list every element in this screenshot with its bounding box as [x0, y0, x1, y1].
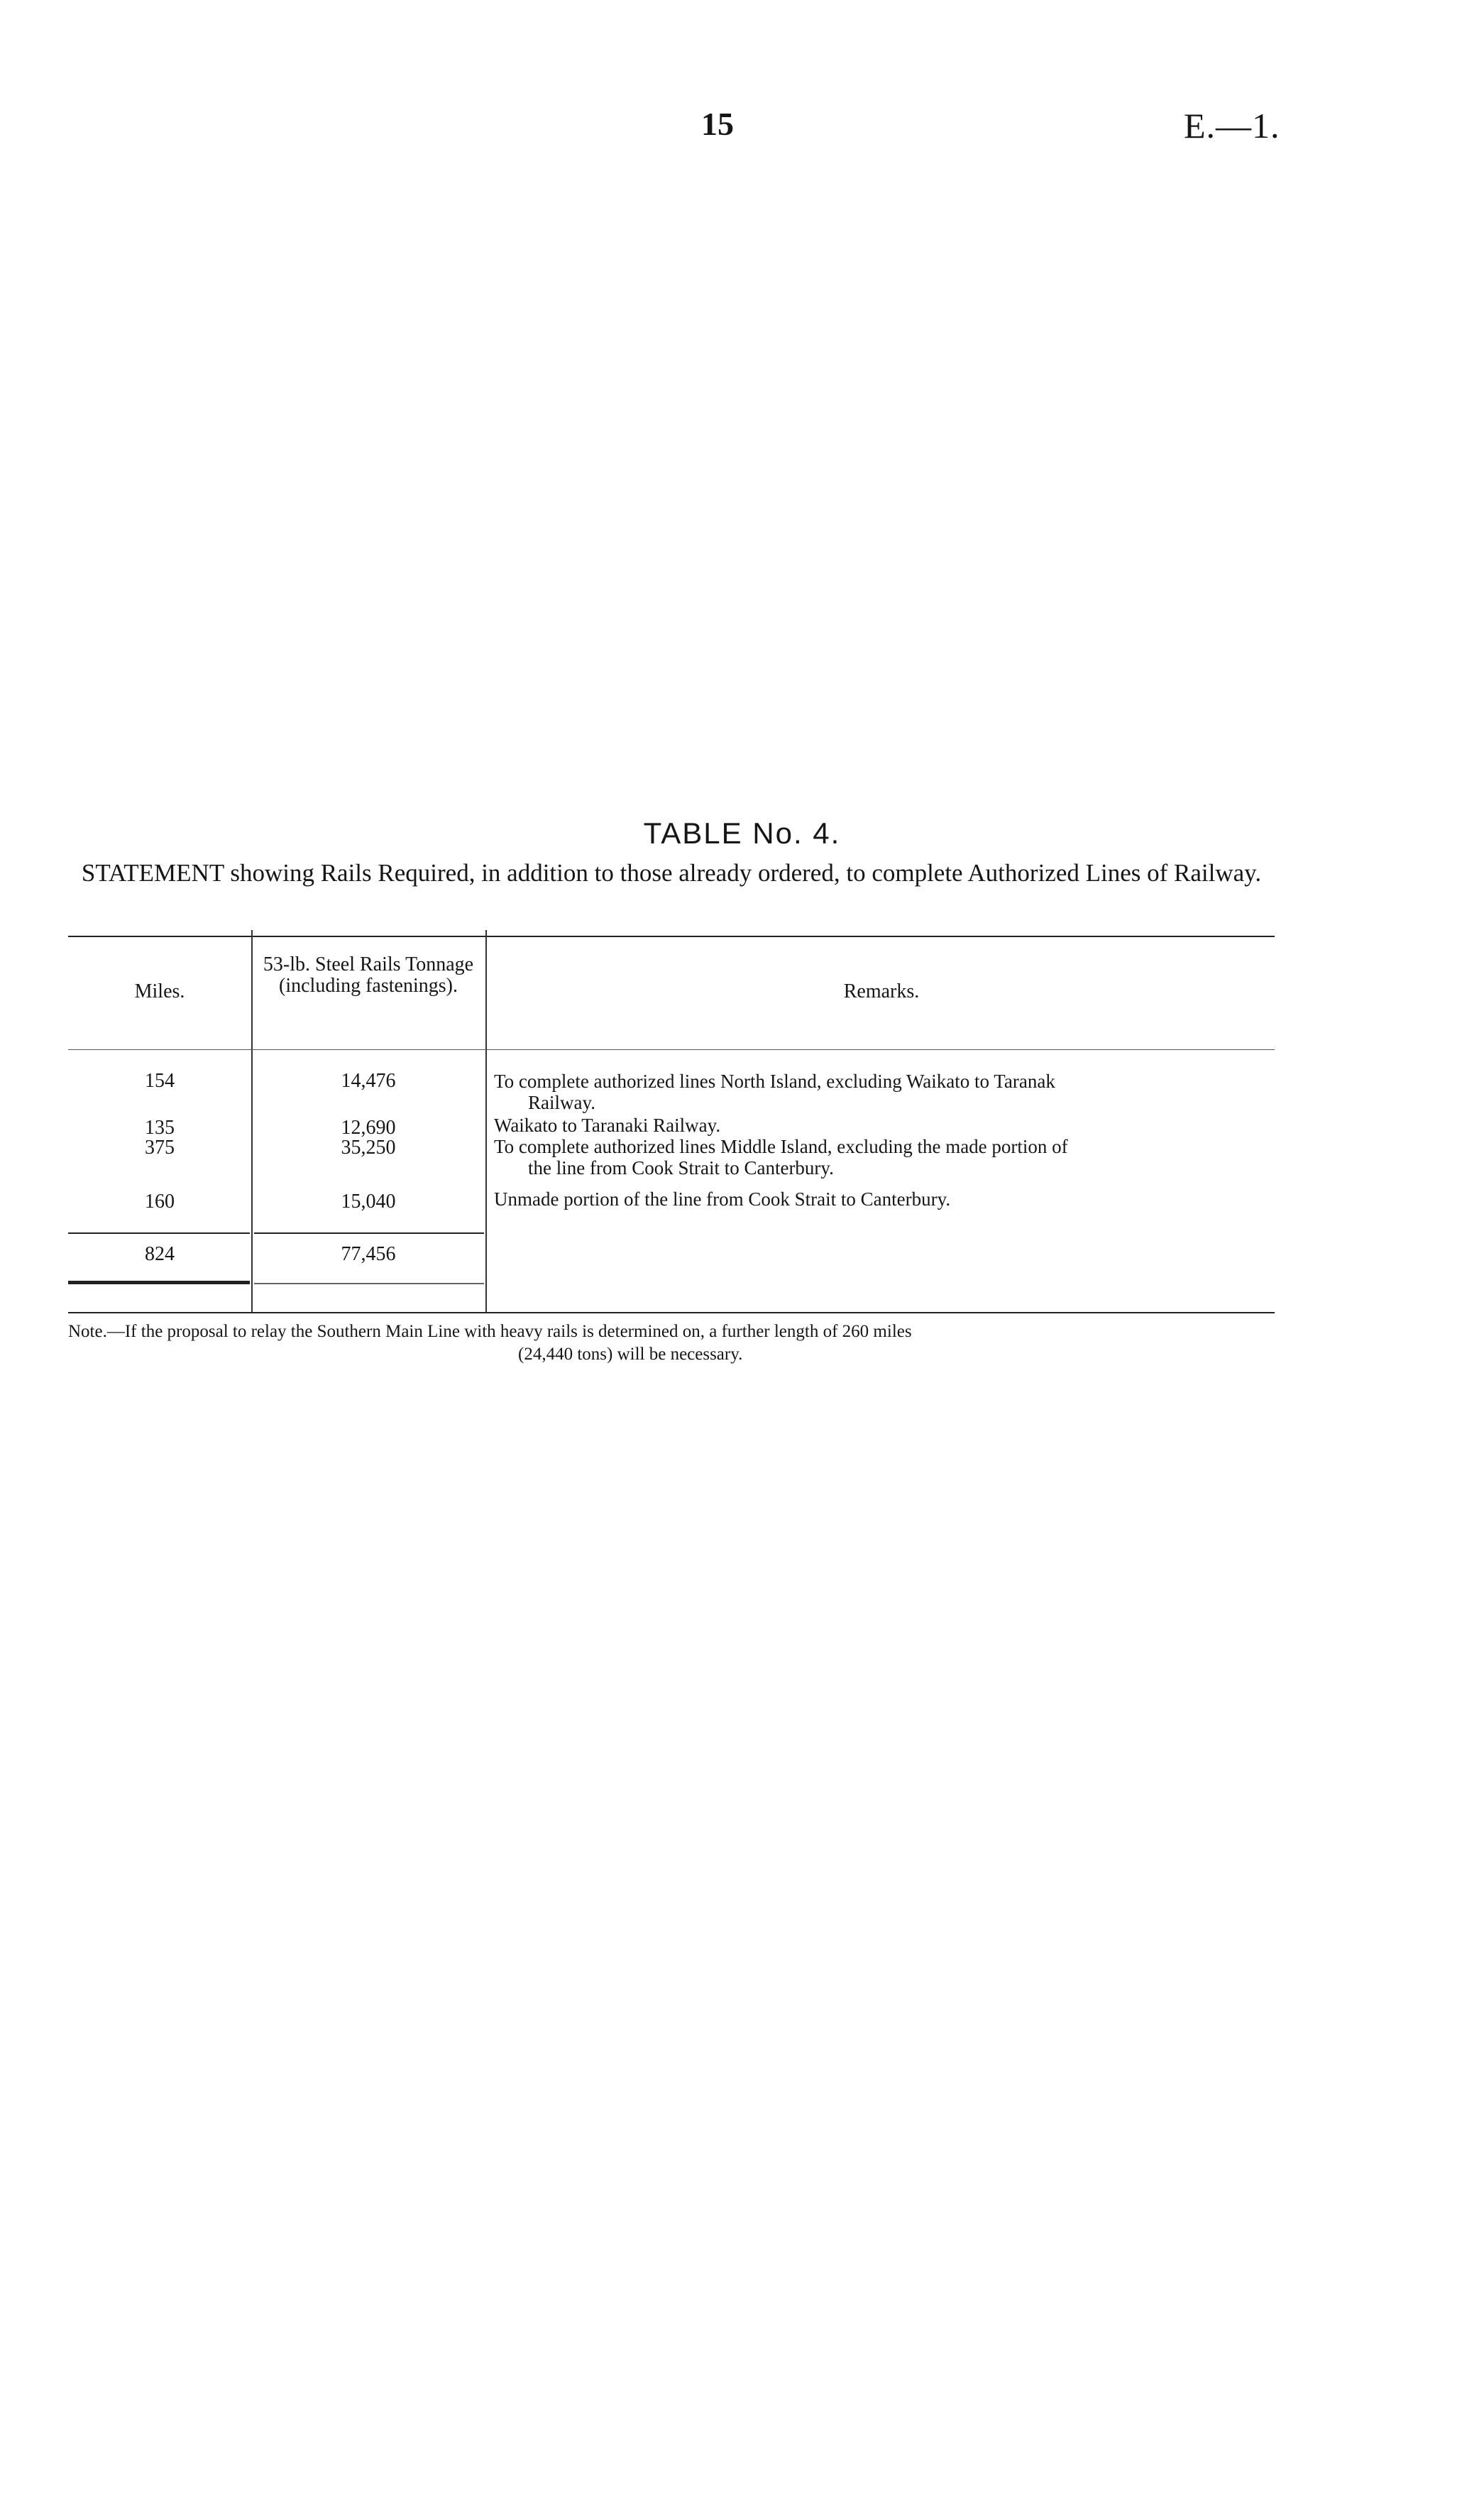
header-bottom-rule: [68, 1049, 1275, 1050]
note-line-2: (24,440 tons) will be necessary.: [518, 1345, 743, 1364]
row-3-remarks: [494, 1136, 1275, 1179]
rails-table: [68, 930, 1275, 1320]
row-1-remarks: [494, 1071, 1275, 1113]
page-number: 15: [701, 106, 734, 142]
table-statement: STATEMENT showing Rails Required, in addition to those already ordered, to complete Authorized Lines of Railway.: [81, 859, 1262, 887]
row-2-remarks: [494, 1115, 1275, 1136]
header-miles: Miles.: [134, 980, 185, 1002]
row-3-miles: 375: [145, 1137, 175, 1159]
total-tonnage: 77,456: [341, 1243, 396, 1265]
table-title: TABLE No. 4.: [643, 816, 841, 850]
row-2-miles: 135: [145, 1117, 175, 1139]
row-4-remarks: [494, 1188, 1275, 1210]
row-4-remarks-line-1: Unmade portion of the line from Cook Strait to Canterbury.: [494, 1188, 951, 1210]
column-divider-2: [485, 930, 487, 1313]
row-1-remarks-line-1: To complete authorized lines North Island, excluding Waikato to Taranak: [494, 1071, 1055, 1092]
table-bottom-rule: [68, 1312, 1275, 1313]
total-bottom-rule-miles: [68, 1281, 250, 1284]
row-2-remarks-line-1: Waikato to Taranaki Railway.: [494, 1115, 721, 1136]
row-3-remarks-line-1: To complete authorized lines Middle Island, excluding the made portion of: [494, 1136, 1068, 1157]
total-miles: 824: [145, 1243, 175, 1265]
row-2-tonnage: 12,690: [341, 1117, 396, 1139]
row-4-tonnage: 15,040: [341, 1191, 396, 1213]
column-divider-1: [251, 930, 253, 1313]
table-note: [68, 1320, 1275, 1366]
row-1-tonnage: 14,476: [341, 1070, 396, 1092]
row-3-tonnage: 35,250: [341, 1137, 396, 1159]
total-top-rule-tonnage: [254, 1232, 484, 1234]
row-1-miles: 154: [145, 1070, 175, 1092]
total-top-rule-miles: [68, 1232, 250, 1234]
row-1-remarks-line-2: Railway.: [528, 1092, 595, 1113]
page-reference: E.—1.: [1184, 106, 1280, 146]
row-4-miles: 160: [145, 1191, 175, 1213]
total-bottom-rule-tonnage: [254, 1283, 484, 1284]
note-line-1: Note.—If the proposal to relay the Southern Main Line with heavy rails is determined on, a further length of 260 miles: [68, 1322, 912, 1341]
header-tonnage: 53-lb. Steel Rails Tonnage (including fastenings).: [263, 953, 474, 997]
table-top-rule: [68, 936, 1275, 937]
row-3-remarks-line-2: the line from Cook Strait to Canterbury.: [528, 1157, 834, 1179]
header-remarks: Remarks.: [843, 980, 920, 1002]
